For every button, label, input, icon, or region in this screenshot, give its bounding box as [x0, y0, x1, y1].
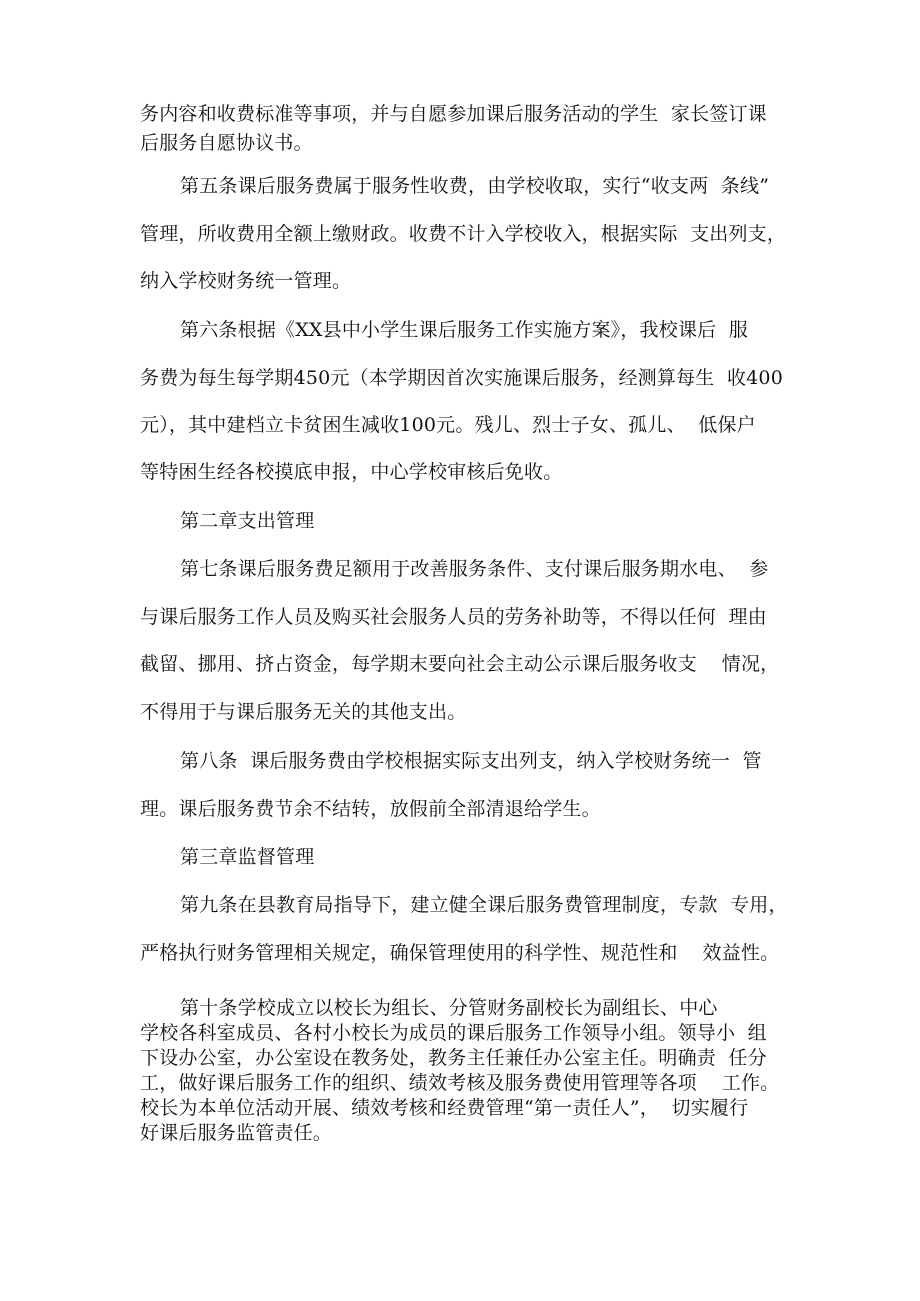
article-5-line: 管理，所收费用全额上缴财政。收费不计入学校收入，根据实际 支出列支，	[140, 223, 787, 245]
article-6-line: 第六条根据《XX县中小学生课后服务工作实施方案》，我校课后 服	[180, 319, 749, 341]
article-10-line: 好课后服务监管责任。	[140, 1122, 333, 1144]
article-6-line: 元），其中建档立卡贫困生减收100元。残儿、烈士子女、孤儿、 低保户	[140, 414, 756, 436]
article-9-line: 严格执行财务管理相关规定，确保管理使用的科学性、规范性和 效益性。	[140, 942, 780, 964]
article-7-line: 不得用于与课后服务无关的其他支出。	[140, 701, 467, 723]
chapter-2-heading: 第二章支出管理	[180, 510, 315, 532]
article-5-line: 第五条课后服务费属于服务性收费，由学校收取，实行“收支两 条线”	[180, 175, 770, 197]
article-6-line: 等特困生经各校摸底申报，中心学校审核后免收。	[140, 461, 563, 483]
article-10-line: 校长为本单位活动开展、绩效考核和经费管理“第一责任人”， 切实履行	[140, 1097, 749, 1119]
article-6-line: 务费为每生每学期450元（本学期因首次实施课后服务，经测算每生 收400	[140, 367, 784, 389]
text-line: 务内容和收费标准等事项，并与自愿参加课后服务活动的学生 家长签订课	[140, 103, 767, 125]
article-7-line: 与课后服务工作人员及购买社会服务人员的劳务补助等，不得以任何 理由	[140, 606, 767, 628]
article-7-line: 第七条课后服务费足额用于改善服务条件、支付课后服务期水电、 参	[180, 558, 769, 580]
article-10-line: 学校各科室成员、各村小校长为成员的课后服务工作领导小组。领导小 组	[140, 1022, 767, 1044]
article-9-line: 第九条在县教育局指导下，建立健全课后服务费管理制度，专款 专用，	[180, 894, 788, 916]
article-10-line: 下设办公室，办公室设在教务处，教务主任兼任办公室主任。明确责 任分	[140, 1047, 767, 1069]
chapter-3-heading: 第三章监督管理	[180, 846, 315, 868]
article-7-line: 截留、挪用、挤占资金，每学期末要向社会主动公示课后服务收支 情况，	[140, 653, 780, 675]
text-line: 后服务自愿协议书。	[140, 132, 313, 154]
article-5-line: 纳入学校财务统一管理。	[140, 270, 352, 292]
article-10-line: 第十条学校成立以校长为组长、分管财务副校长为副组长、中心	[180, 997, 718, 1019]
article-10-line: 工，做好课后服务工作的组织、绩效考核及服务费使用管理等各项 工作。	[140, 1072, 780, 1094]
article-8-line: 第八条 课后服务费由学校根据实际支出列支，纳入学校财务统一 管	[180, 750, 762, 772]
article-8-line: 理。课后服务费节余不结转，放假前全部清退给学生。	[140, 798, 601, 820]
